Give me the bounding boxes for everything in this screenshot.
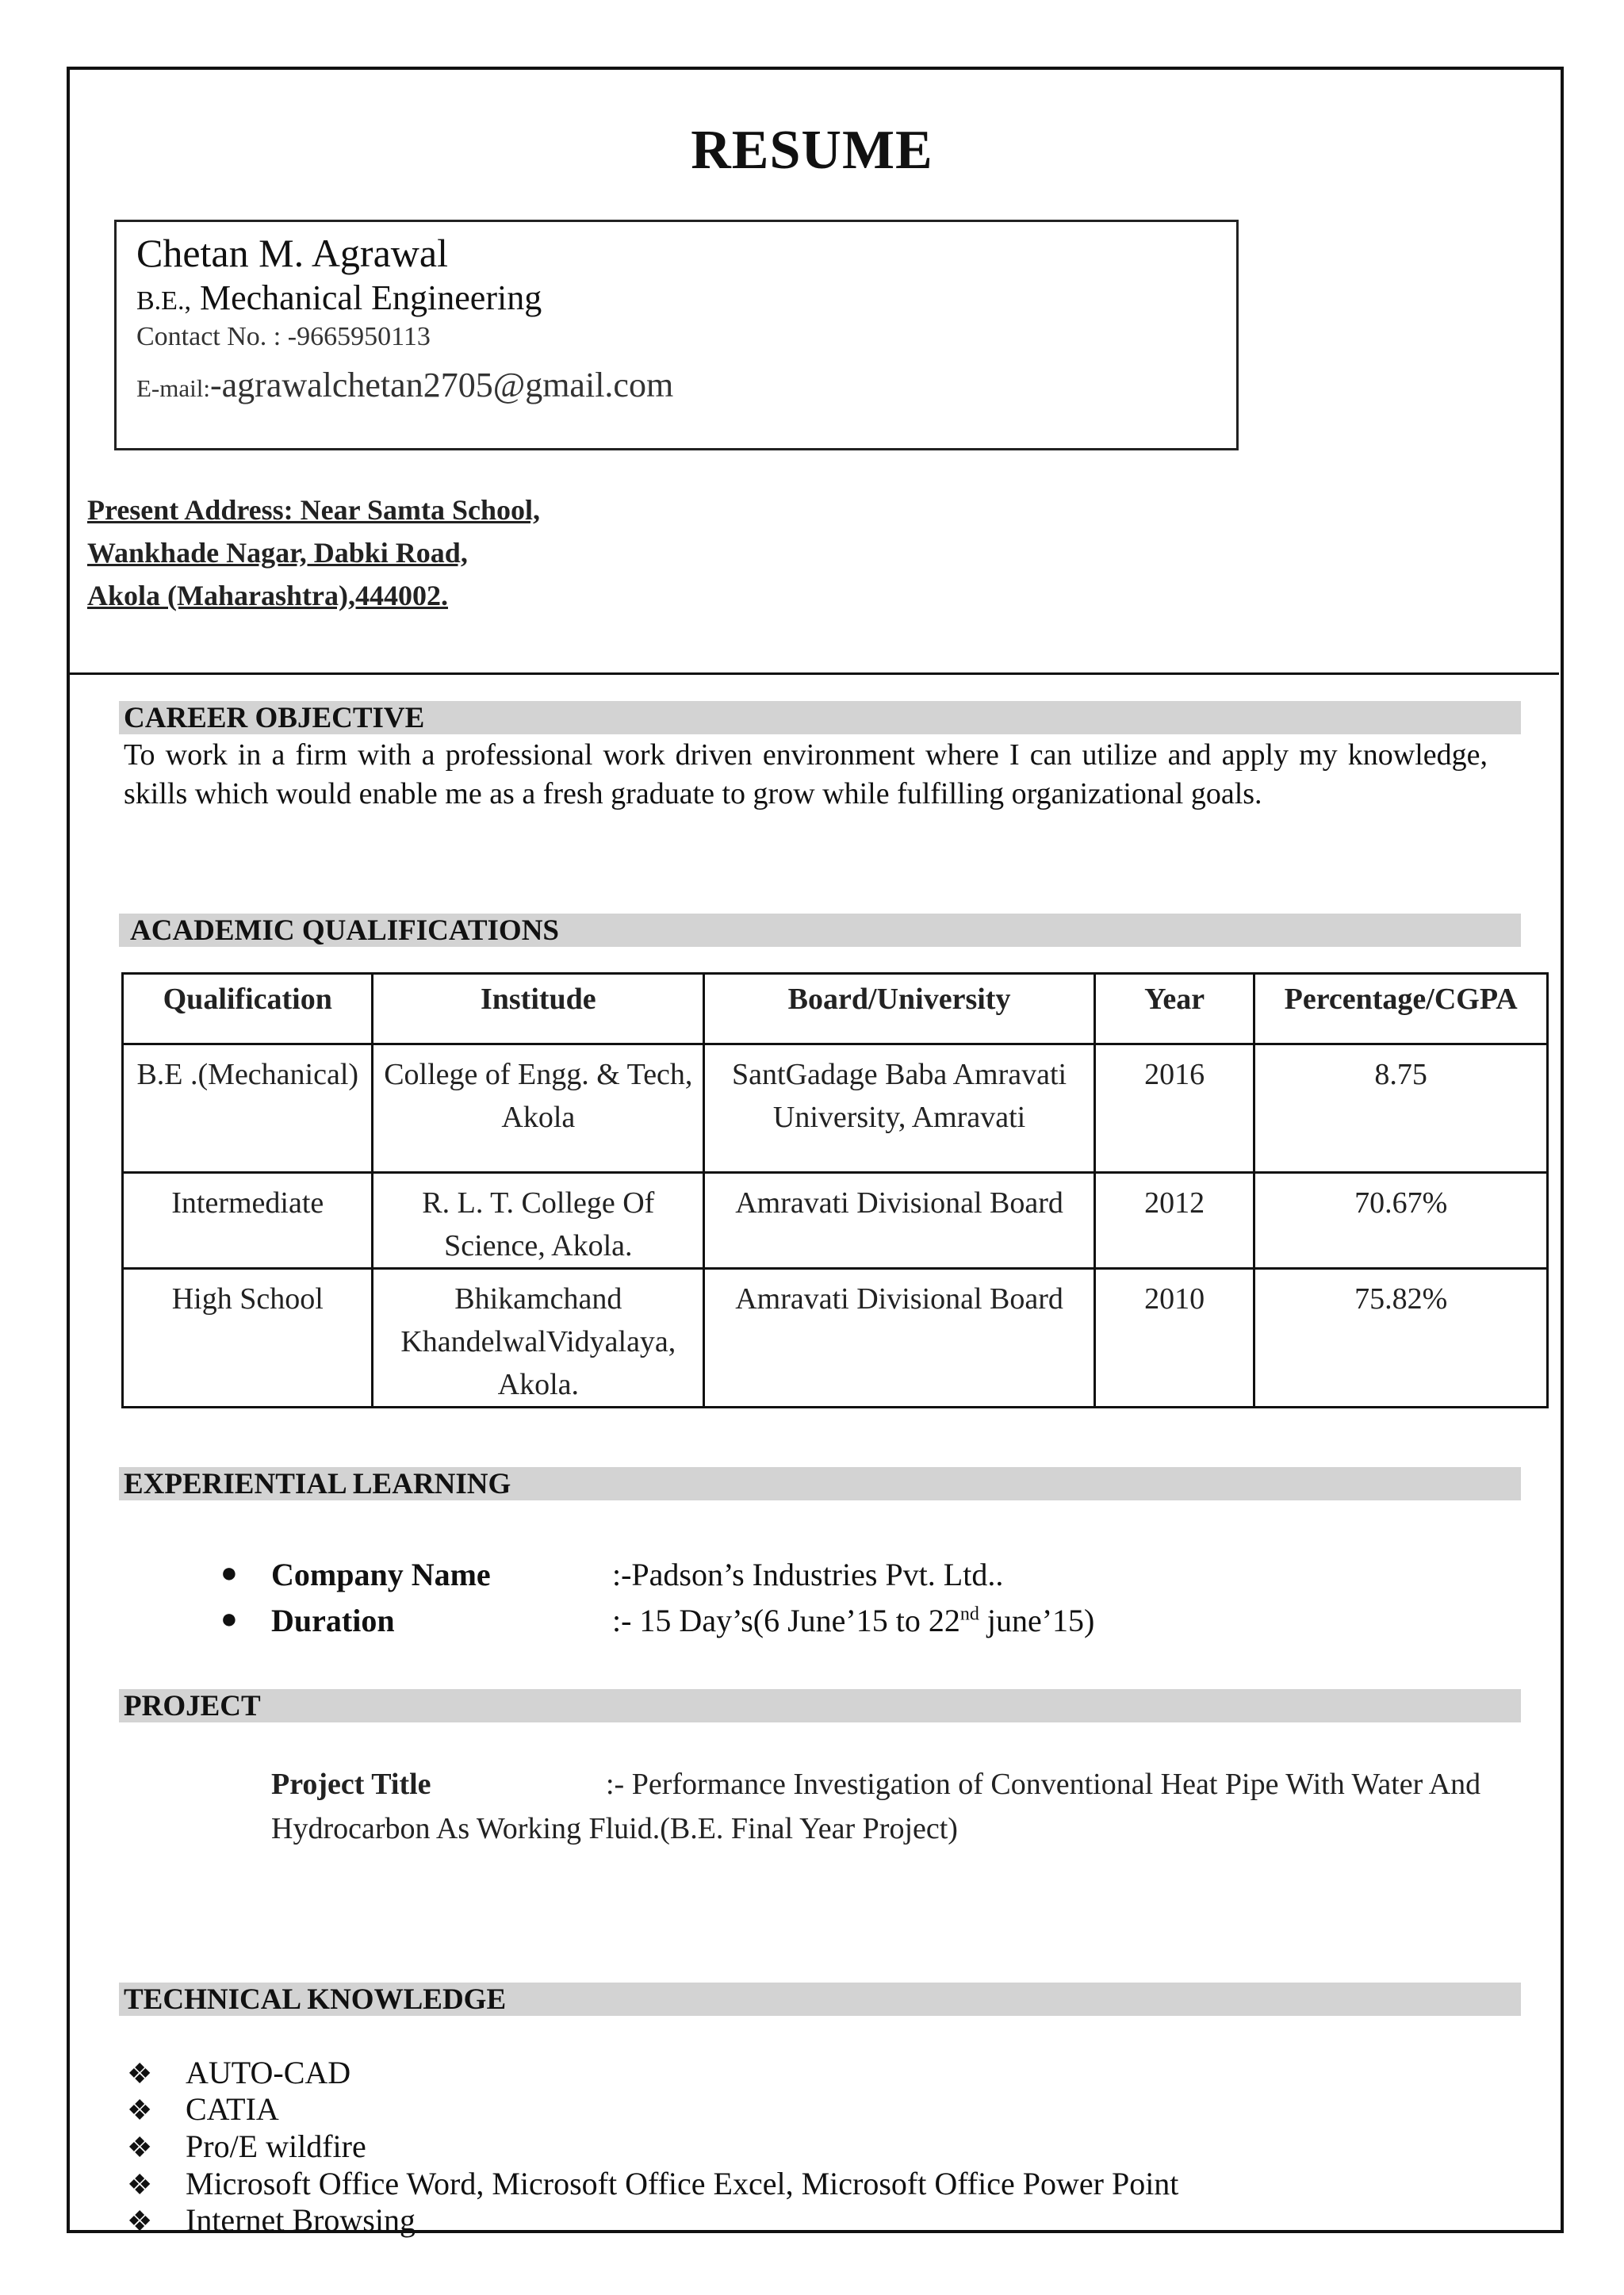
- technical-heading: TECHNICAL KNOWLEDGE: [119, 1983, 1521, 2016]
- diamond-bullet-icon: ❖: [127, 2169, 153, 2201]
- career-objective-text: To work in a firm with a professional work driven environment where I can utilize and apply my knowledge, skills which would enable me as a fresh graduate to grow while fulfilling organizational goals.: [124, 738, 1488, 810]
- col-header: Board/University: [704, 974, 1095, 1044]
- address-line-3: Akola (Maharashtra),444002.: [87, 580, 448, 611]
- project-label: Project Title: [271, 1768, 431, 1801]
- degree-name: Mechanical Engineering: [199, 278, 542, 317]
- table-row: [123, 1044, 1548, 1173]
- table-cell: R. L. T. College Of Science, Akola.: [373, 1173, 704, 1269]
- table-cell: Amravati Divisional Board: [704, 1269, 1095, 1408]
- table-row: [123, 1173, 1548, 1269]
- list-item: ❖ Internet Browsing: [127, 2202, 416, 2238]
- table-cell: College of Engg. & Tech, Akola: [373, 1044, 704, 1173]
- address-line-1: Present Address: Near Samta School,: [87, 494, 540, 526]
- list-item: ❖ AUTO-CAD: [127, 2055, 351, 2090]
- degree-prefix: B.E.,: [136, 286, 191, 316]
- diamond-bullet-icon: ❖: [127, 2205, 153, 2237]
- list-item: ❖ CATIA: [127, 2091, 279, 2127]
- project-entry: [271, 1762, 1508, 1851]
- table-cell: 70.67%: [1254, 1173, 1548, 1269]
- bullet-icon: ●: [220, 1603, 238, 1634]
- diamond-bullet-icon: ❖: [127, 2094, 153, 2126]
- company-label: Company Name: [271, 1557, 491, 1592]
- contact-number: Contact No. : -9665950113: [136, 322, 431, 351]
- candidate-name: Chetan M. Agrawal: [136, 231, 448, 275]
- table-cell: Bhikamchand KhandelwalVidyalaya, Akola.: [373, 1269, 704, 1408]
- diamond-bullet-icon: ❖: [127, 2132, 153, 2163]
- table-cell: SantGadage Baba Amravati University, Amravati: [704, 1044, 1095, 1173]
- table-cell: 75.82%: [1254, 1269, 1548, 1408]
- list-item: ❖ Microsoft Office Word, Microsoft Office Excel, Microsoft Office Power Point: [127, 2166, 1179, 2201]
- table-cell: 2010: [1094, 1269, 1254, 1408]
- table-cell: 8.75: [1254, 1044, 1548, 1173]
- table-cell: High School: [123, 1269, 373, 1408]
- table-row: [123, 1269, 1548, 1408]
- col-header: Qualification: [123, 974, 373, 1044]
- table-cell: 2012: [1094, 1173, 1254, 1269]
- table-header-row: [123, 974, 1548, 1044]
- academic-heading: ACADEMIC QUALIFICATIONS: [119, 914, 1521, 947]
- table-cell: Intermediate: [123, 1173, 373, 1269]
- bullet-icon: ●: [220, 1557, 238, 1588]
- experiential-heading: EXPERIENTIAL LEARNING: [119, 1467, 1521, 1500]
- col-header: Year: [1094, 974, 1254, 1044]
- email-label: E-mail:: [136, 374, 210, 402]
- table-cell: Amravati Divisional Board: [704, 1173, 1095, 1269]
- col-header: Percentage/CGPA: [1254, 974, 1548, 1044]
- duration-label: Duration: [271, 1603, 395, 1638]
- resume-title: RESUME: [691, 120, 933, 181]
- academic-table: [121, 972, 1549, 1408]
- address-line-2: Wankhade Nagar, Dabki Road,: [87, 537, 468, 569]
- divider: [70, 672, 1559, 675]
- company-value: :-Padson’s Industries Pvt. Ltd..: [612, 1557, 1004, 1592]
- career-objective-heading: CAREER OBJECTIVE: [119, 701, 1521, 734]
- email-address: -agrawalchetan2705@gmail.com: [209, 366, 674, 404]
- duration-value: :- 15 Day’s(6 June’15 to 22nd june’15): [612, 1603, 1095, 1638]
- col-header: Institude: [373, 974, 704, 1044]
- email: [136, 365, 673, 405]
- diamond-bullet-icon: ❖: [127, 2058, 153, 2090]
- project-heading: PROJECT: [119, 1689, 1521, 1722]
- table-cell: B.E .(Mechanical): [123, 1044, 373, 1173]
- list-item: ❖ Pro/E wildfire: [127, 2128, 366, 2164]
- table-cell: 2016: [1094, 1044, 1254, 1173]
- candidate-degree: [136, 278, 542, 318]
- project-value: :- Performance Investigation of Conventional Heat Pipe With Water And Hydrocarbon As Working Fluid.(B.E. Final Year Project): [271, 1768, 1481, 1845]
